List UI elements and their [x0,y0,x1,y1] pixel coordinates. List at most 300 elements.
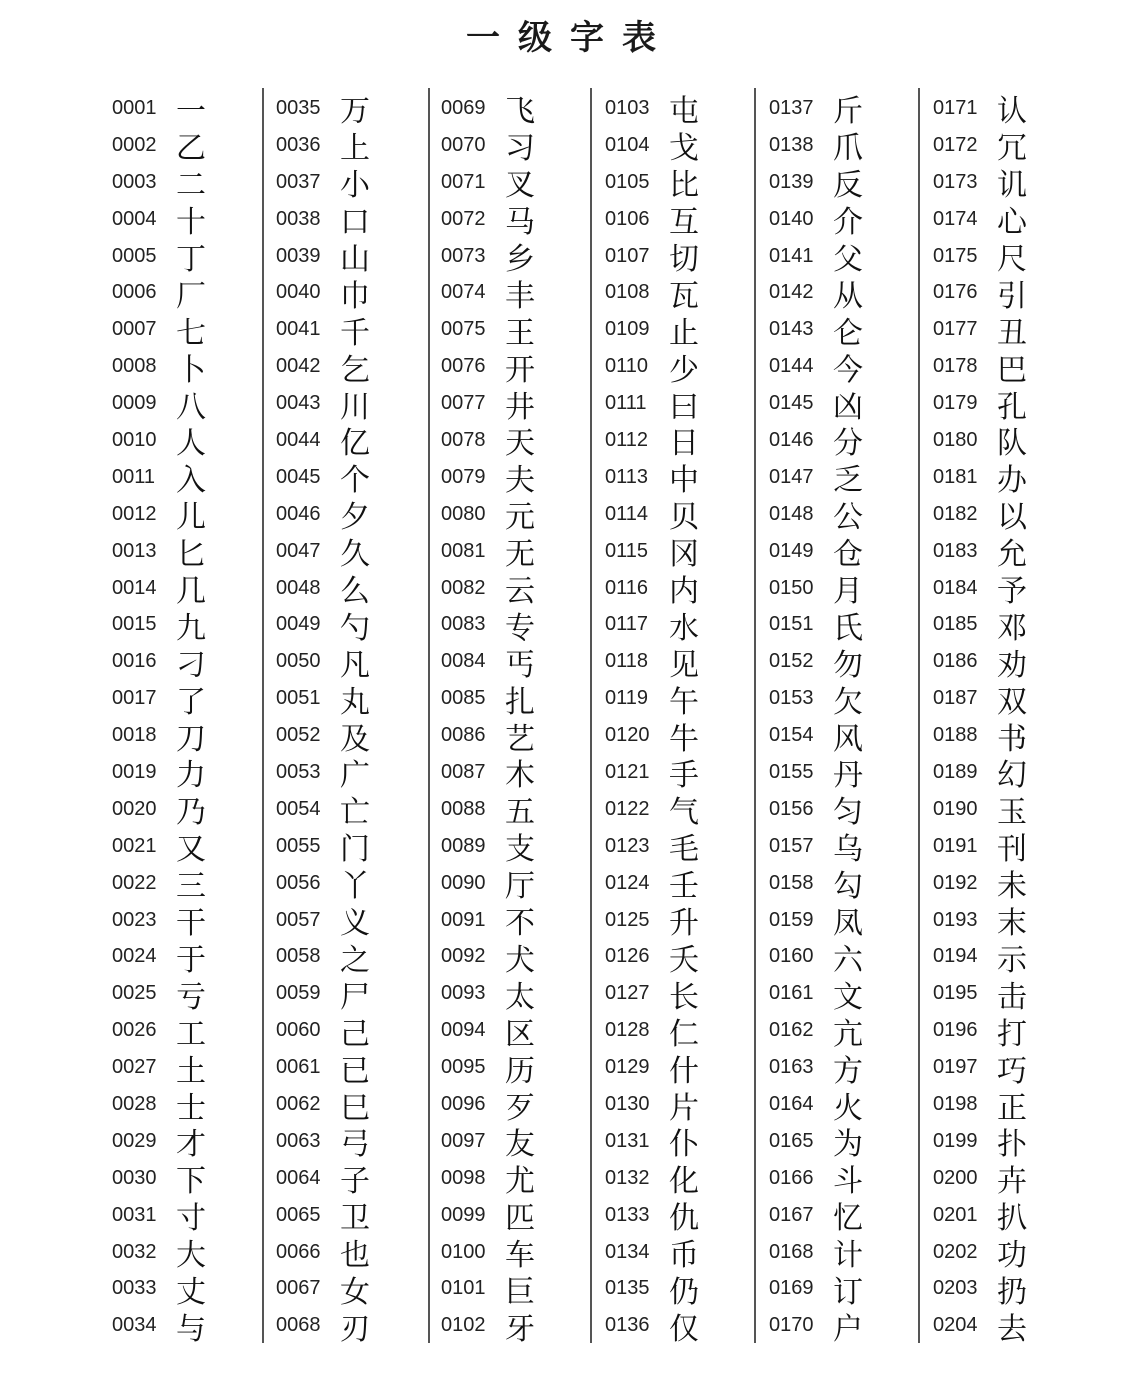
character-entry [605,201,755,241]
character-entry [441,274,591,314]
entry-character: 击 [997,979,1027,1015]
character-entry [933,606,1083,646]
entry-number: 0124 [605,871,650,894]
entry-number: 0076 [441,355,486,378]
character-entry [441,606,591,646]
character-entry [605,1197,755,1237]
character-entry [605,938,755,978]
character-entry [276,865,426,905]
character-entry [112,1160,262,1200]
entry-character: 乌 [833,832,863,868]
entry-character: 币 [669,1238,699,1274]
entry-character: 去 [997,1311,1027,1347]
entry-character: 已 [340,1053,370,1089]
character-entry [769,791,919,831]
entry-character: 内 [669,574,699,610]
character-entry [112,828,262,868]
character-entry [605,1012,755,1052]
entry-number: 0143 [769,318,814,341]
entry-character: 丰 [505,278,535,314]
entry-character: 丹 [833,758,863,794]
entry-number: 0096 [441,1092,486,1115]
character-entry [605,1271,755,1308]
character-entry [769,459,919,499]
entry-character: 义 [340,906,370,942]
entry-number: 0125 [605,908,650,931]
entry-character: 区 [505,1016,535,1052]
character-entry [441,127,591,167]
entry-number: 0001 [112,96,157,119]
character-entry [441,1234,591,1274]
entry-number: 0158 [769,871,814,894]
entry-number: 0132 [605,1166,650,1189]
character-entry [112,1012,262,1052]
character-entry [276,238,426,278]
entry-character: 元 [505,500,535,536]
entry-number: 0165 [769,1129,814,1152]
entry-character: 巨 [505,1274,535,1310]
character-entry [276,533,426,573]
entry-character: 川 [340,389,370,425]
entry-number: 0137 [769,96,814,119]
character-entry [605,606,755,646]
entry-number: 0091 [441,908,486,931]
entry-number: 0181 [933,465,978,488]
entry-number: 0145 [769,392,814,415]
entry-number: 0150 [769,576,814,599]
character-entry [112,754,262,794]
entry-character: 儿 [176,500,206,536]
entry-character: 及 [340,721,370,757]
character-entry [112,164,262,204]
entry-number: 0142 [769,281,814,304]
character-entry [769,422,919,462]
character-entry [769,938,919,978]
character-entry [605,274,755,314]
character-entry [933,1049,1083,1089]
entry-number: 0084 [441,650,486,673]
character-entry [933,643,1083,683]
entry-character: 犬 [505,942,535,978]
entry-character: 正 [997,1090,1027,1126]
entry-character: 火 [833,1090,863,1126]
entry-number: 0151 [769,613,814,636]
character-entry [605,496,755,536]
character-column [769,90,919,1347]
entry-number: 0023 [112,908,157,931]
entry-character: 文 [833,979,863,1015]
entry-number: 0049 [276,613,321,636]
entry-character: 末 [997,906,1027,942]
entry-character: 方 [833,1053,863,1089]
entry-number: 0063 [276,1129,321,1152]
entry-number: 0191 [933,834,978,857]
character-entry [605,385,755,425]
entry-number: 0115 [605,539,649,562]
entry-character: 丫 [340,869,370,905]
entry-character: 毛 [669,832,699,868]
entry-number: 0055 [276,834,321,857]
entry-number: 0051 [276,687,321,710]
entry-number: 0201 [933,1203,978,1226]
entry-character: 厅 [505,869,535,905]
entry-number: 0077 [441,392,486,415]
entry-number: 0171 [933,96,978,119]
entry-number: 0177 [933,318,978,341]
entry-number: 0113 [605,465,649,488]
entry-character: 亿 [340,426,370,462]
entry-character: 止 [669,315,699,351]
entry-number: 0018 [112,724,157,747]
entry-number: 0015 [112,613,157,636]
character-entry [112,127,262,167]
entry-character: 士 [176,1090,206,1126]
entry-number: 0059 [276,982,321,1005]
entry-number: 0152 [769,650,814,673]
entry-number: 0064 [276,1166,321,1189]
entry-character: 尤 [505,1164,535,1200]
entry-character: 邓 [997,610,1027,646]
entry-number: 0103 [605,96,650,119]
entry-character: 卫 [340,1201,370,1237]
character-entry [769,311,919,351]
entry-character: 下 [176,1164,206,1200]
character-entry [112,496,262,536]
entry-character: 寸 [176,1201,206,1237]
entry-character: 牛 [669,721,699,757]
character-entry [769,828,919,868]
entry-character: 巳 [340,1090,370,1126]
entry-number: 0026 [112,1019,157,1042]
character-entry [112,606,262,646]
entry-character: 了 [176,684,206,720]
entry-character: 太 [505,979,535,1015]
entry-number: 0133 [605,1203,650,1226]
entry-number: 0046 [276,502,321,525]
entry-number: 0062 [276,1092,321,1115]
entry-character: 丸 [340,684,370,720]
character-entry [769,680,919,720]
character-entry [276,1086,426,1126]
entry-number: 0178 [933,355,978,378]
entry-number: 0117 [605,613,649,636]
entry-number: 0052 [276,724,321,747]
entry-character: 乞 [340,352,370,388]
entry-character: 小 [340,168,370,204]
character-entry [276,1271,426,1308]
entry-number: 0058 [276,945,321,968]
character-entry [769,975,919,1015]
character-entry [112,1197,262,1237]
entry-number: 0009 [112,392,157,415]
entry-number: 0078 [441,428,486,451]
entry-character: 心 [997,205,1027,241]
entry-character: 仓 [833,537,863,573]
entry-number: 0183 [933,539,978,562]
entry-character: 三 [176,869,206,905]
entry-character: 仑 [833,315,863,351]
entry-character: 巧 [997,1053,1027,1089]
character-entry [441,385,591,425]
entry-number: 0120 [605,724,650,747]
entry-character: 以 [997,500,1027,536]
entry-character: 叉 [505,168,535,204]
entry-character: 个 [340,463,370,499]
entry-number: 0057 [276,908,321,931]
character-entry [769,238,919,278]
entry-number: 0061 [276,1056,321,1079]
entry-character: 亡 [340,795,370,831]
entry-number: 0192 [933,871,978,894]
character-entry [769,1086,919,1126]
entry-character: 讥 [997,168,1027,204]
entry-character: 今 [833,352,863,388]
character-entry [605,127,755,167]
character-entry [276,348,426,388]
entry-number: 0108 [605,281,650,304]
character-entry [112,865,262,905]
entry-character: 女 [340,1274,370,1310]
character-entry [112,1307,262,1347]
entry-character: 己 [340,1016,370,1052]
entry-number: 0069 [441,96,486,119]
character-entry [112,238,262,278]
character-entry [933,902,1083,942]
character-entry [276,127,426,167]
entry-number: 0075 [441,318,486,341]
entry-number: 0011 [112,465,156,488]
entry-character: 天 [505,426,535,462]
character-entry [605,828,755,868]
entry-number: 0021 [112,834,157,857]
entry-number: 0090 [441,871,486,894]
entry-number: 0162 [769,1019,814,1042]
character-entry [276,680,426,720]
character-entry [933,717,1083,757]
character-entry [441,348,591,388]
entry-number: 0182 [933,502,978,525]
character-entry [605,164,755,204]
entry-number: 0073 [441,244,486,267]
character-entry [276,1123,426,1163]
entry-number: 0127 [605,982,650,1005]
character-entry [441,1197,591,1237]
character-entry [933,274,1083,314]
entry-number: 0095 [441,1056,486,1079]
entry-character: 厂 [176,278,206,314]
entry-number: 0187 [933,687,978,710]
entry-number: 0109 [605,318,650,341]
character-entry [441,865,591,905]
character-entry [769,1197,919,1237]
entry-number: 0017 [112,687,157,710]
entry-character: 未 [997,869,1027,905]
character-entry [441,1123,591,1163]
entry-number: 0043 [276,392,321,415]
entry-number: 0121 [605,760,650,783]
character-entry [769,1049,919,1089]
entry-character: 见 [669,647,699,683]
entry-character: 介 [833,205,863,241]
character-entry [933,533,1083,573]
character-entry [769,348,919,388]
character-entry [933,385,1083,425]
character-entry [933,348,1083,388]
entry-number: 0203 [933,1277,978,1300]
entry-character: 二 [176,168,206,204]
entry-character: 允 [997,537,1027,573]
entry-character: 反 [833,168,863,204]
character-entry [933,1197,1083,1237]
character-entry [769,717,919,757]
entry-number: 0088 [441,797,486,820]
entry-number: 0056 [276,871,321,894]
entry-character: 月 [833,574,863,610]
character-entry [933,1123,1083,1163]
entry-character: 分 [833,426,863,462]
column-divider [262,88,264,1343]
character-entry [276,459,426,499]
entry-character: 扔 [997,1274,1027,1310]
entry-character: 不 [505,906,535,942]
entry-character: 丈 [176,1274,206,1310]
entry-character: 又 [176,832,206,868]
character-entry [769,1160,919,1200]
entry-character: 亢 [833,1016,863,1052]
entry-number: 0107 [605,244,650,267]
entry-number: 0047 [276,539,321,562]
entry-number: 0012 [112,502,157,525]
character-entry [276,311,426,351]
entry-number: 0066 [276,1240,321,1263]
entry-number: 0034 [112,1314,157,1337]
entry-character: 什 [669,1053,699,1089]
entry-character: 玉 [997,795,1027,831]
character-column [276,90,426,1347]
character-entry [441,975,591,1015]
entry-character: 人 [176,426,206,462]
entry-character: 木 [505,758,535,794]
entry-character: 才 [176,1127,206,1163]
entry-number: 0190 [933,797,978,820]
character-entry [933,1271,1083,1308]
entry-character: 从 [833,278,863,314]
entry-character: 广 [340,758,370,794]
entry-number: 0144 [769,355,814,378]
entry-number: 0189 [933,760,978,783]
entry-character: 夫 [505,463,535,499]
entry-character: 示 [997,942,1027,978]
entry-character: 尺 [997,242,1027,278]
entry-character: 历 [505,1053,535,1089]
entry-character: 扑 [997,1127,1027,1163]
entry-number: 0196 [933,1019,978,1042]
character-entry [112,1123,262,1163]
entry-number: 0110 [605,355,649,378]
character-entry [441,459,591,499]
character-entry [605,791,755,831]
entry-character: 化 [669,1164,699,1200]
entry-character: 七 [176,315,206,351]
entry-character: 夭 [669,942,699,978]
entry-character: 水 [669,610,699,646]
entry-character: 凶 [833,389,863,425]
entry-number: 0054 [276,797,321,820]
entry-number: 0071 [441,170,486,193]
entry-character: 冗 [997,131,1027,167]
character-entry [933,422,1083,462]
entry-number: 0197 [933,1056,978,1079]
entry-number: 0042 [276,355,321,378]
entry-character: 计 [833,1238,863,1274]
character-entry [605,754,755,794]
character-entry [605,717,755,757]
entry-character: 忆 [833,1201,863,1237]
character-entry [769,201,919,241]
character-entry [112,717,262,757]
entry-number: 0194 [933,945,978,968]
entry-character: 夕 [340,500,370,536]
entry-character: 勿 [833,647,863,683]
entry-number: 0204 [933,1314,978,1337]
character-entry [933,975,1083,1015]
entry-number: 0060 [276,1019,321,1042]
entry-character: 仅 [669,1311,699,1347]
character-entry [933,570,1083,610]
entry-character: 日 [669,426,699,462]
entry-character: 扎 [505,684,535,720]
entry-character: 巾 [340,278,370,314]
entry-character: 山 [340,242,370,278]
entry-number: 0098 [441,1166,486,1189]
entry-character: 匀 [833,795,863,831]
character-entry [933,828,1083,868]
entry-character: 片 [669,1090,699,1126]
entry-character: 孔 [997,389,1027,425]
character-entry [112,791,262,831]
entry-number: 0013 [112,539,157,562]
character-entry [112,1234,262,1274]
character-entry [769,1271,919,1308]
character-entry [112,422,262,462]
entry-character: 父 [833,242,863,278]
entry-character: 予 [997,574,1027,610]
character-entry [933,90,1083,130]
entry-number: 0044 [276,428,321,451]
character-entry [769,1012,919,1052]
entry-character: 戈 [669,131,699,167]
entry-number: 0160 [769,945,814,968]
entry-character: 乃 [176,795,206,831]
entry-character: 中 [669,463,699,499]
character-entry [276,828,426,868]
entry-number: 0148 [769,502,814,525]
entry-number: 0036 [276,133,321,156]
entry-character: 引 [997,278,1027,314]
entry-number: 0195 [933,982,978,1005]
entry-number: 0119 [605,687,649,710]
character-entry [933,938,1083,978]
entry-character: 弓 [340,1127,370,1163]
character-entry [933,311,1083,351]
entry-character: 冈 [669,537,699,573]
entry-character: 一 [176,94,206,130]
entry-number: 0030 [112,1166,157,1189]
character-entry [276,754,426,794]
character-entry [441,938,591,978]
character-entry [276,1160,426,1200]
character-entry [605,311,755,351]
